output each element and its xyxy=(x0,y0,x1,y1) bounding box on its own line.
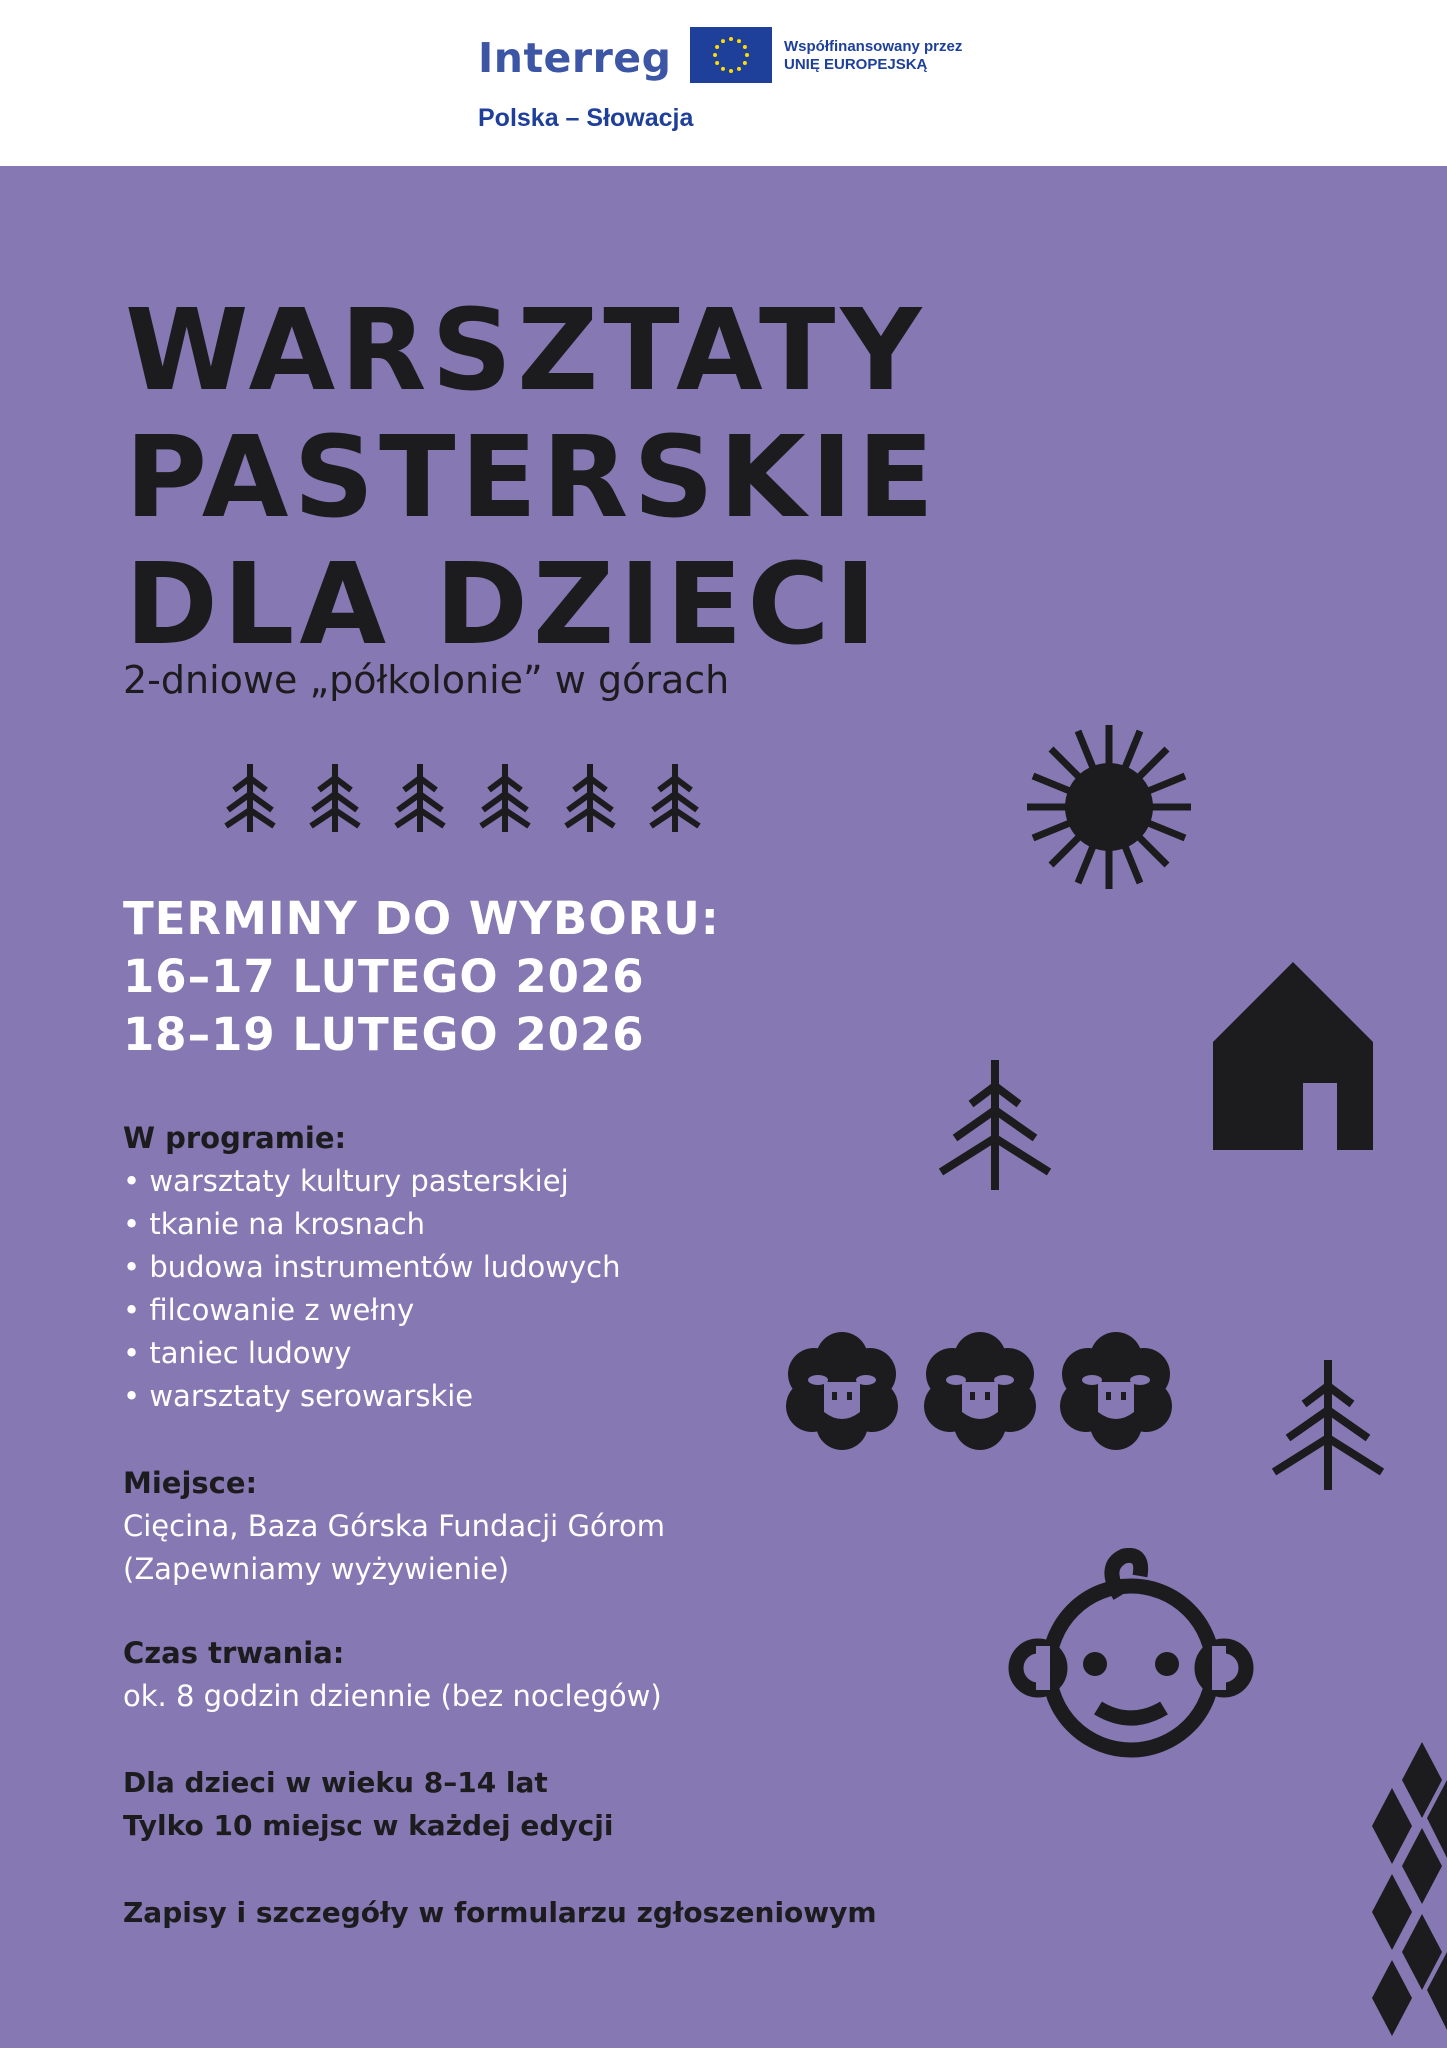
sheep-icon xyxy=(924,1332,1036,1450)
program-heading: W programie: xyxy=(123,1121,347,1155)
signup-section xyxy=(123,1891,877,1934)
signup-text: Zapisy i szczegóły w formularzu zgłoszeniowym xyxy=(123,1896,877,1929)
sheep-icon xyxy=(1060,1332,1172,1450)
tree-icon xyxy=(1270,1360,1386,1490)
child-face-icon xyxy=(1006,1548,1256,1762)
audience-section xyxy=(123,1761,613,1847)
date-option-1: 16–17 LUTEGO 2026 xyxy=(123,950,645,1003)
tree-icon xyxy=(481,764,529,832)
eu-stars-icon xyxy=(690,27,772,83)
place-line-2: (Zapewniamy wyżywienie) xyxy=(123,1552,510,1586)
program-item: • taniec ludowy xyxy=(123,1336,352,1370)
trees-row-icon xyxy=(220,762,720,834)
title-line-2: PASTERSKIE xyxy=(125,413,939,543)
tree-icon xyxy=(311,764,359,832)
title-line-3: DLA DZIECI xyxy=(125,540,882,670)
poster-subtitle: 2-dniowe „półkolonie” w górach xyxy=(123,658,730,702)
cofinance-line-2: UNIĘ EUROPEJSKĄ xyxy=(784,56,928,73)
tree-icon xyxy=(566,764,614,832)
program-item: • warsztaty serowarskie xyxy=(123,1379,474,1413)
program-item: • tkanie na krosnach xyxy=(123,1207,426,1241)
sheep-row-icon xyxy=(784,1330,1176,1452)
duration-section xyxy=(123,1632,662,1718)
place-line-1: Cięcina, Baza Górska Fundacji Górom xyxy=(123,1509,665,1543)
audience-seats: Tylko 10 miejsc w każdej edycji xyxy=(123,1809,614,1842)
place-section xyxy=(123,1462,665,1591)
interreg-logo: Interreg xyxy=(478,34,672,82)
cofinance-text xyxy=(784,38,962,74)
duration-value: ok. 8 godzin dziennie (bez noclegów) xyxy=(123,1679,662,1713)
tree-icon xyxy=(226,764,274,832)
program-item: • budowa instrumentów ludowych xyxy=(123,1250,621,1284)
date-option-2: 18–19 LUTEGO 2026 xyxy=(123,1008,645,1061)
program-item: • filcowanie z wełny xyxy=(123,1293,415,1327)
tree-icon xyxy=(396,764,444,832)
place-heading: Miejsce: xyxy=(123,1466,258,1500)
house-icon xyxy=(1210,958,1376,1154)
sheep-icon xyxy=(786,1332,898,1450)
dates-section xyxy=(123,890,720,1064)
title-line-1: WARSZTATY xyxy=(125,286,927,416)
dates-heading: TERMINY DO WYBORU: xyxy=(123,892,720,945)
duration-heading: Czas trwania: xyxy=(123,1636,345,1670)
header-bar xyxy=(0,0,1447,166)
cofinance-line-1: Współfinansowany przez xyxy=(784,38,963,55)
sun-icon xyxy=(1024,722,1194,892)
program-region: Polska – Słowacja xyxy=(478,104,694,132)
program-section xyxy=(123,1117,621,1418)
audience-age: Dla dzieci w wieku 8–14 lat xyxy=(123,1766,548,1799)
eu-flag-icon xyxy=(690,27,772,83)
diamond-pattern-icon xyxy=(1370,1740,1447,2048)
tree-icon xyxy=(651,764,699,832)
poster-title xyxy=(125,288,939,669)
tree-icon xyxy=(937,1060,1053,1190)
program-item: • warsztaty kultury pasterskiej xyxy=(123,1164,569,1198)
